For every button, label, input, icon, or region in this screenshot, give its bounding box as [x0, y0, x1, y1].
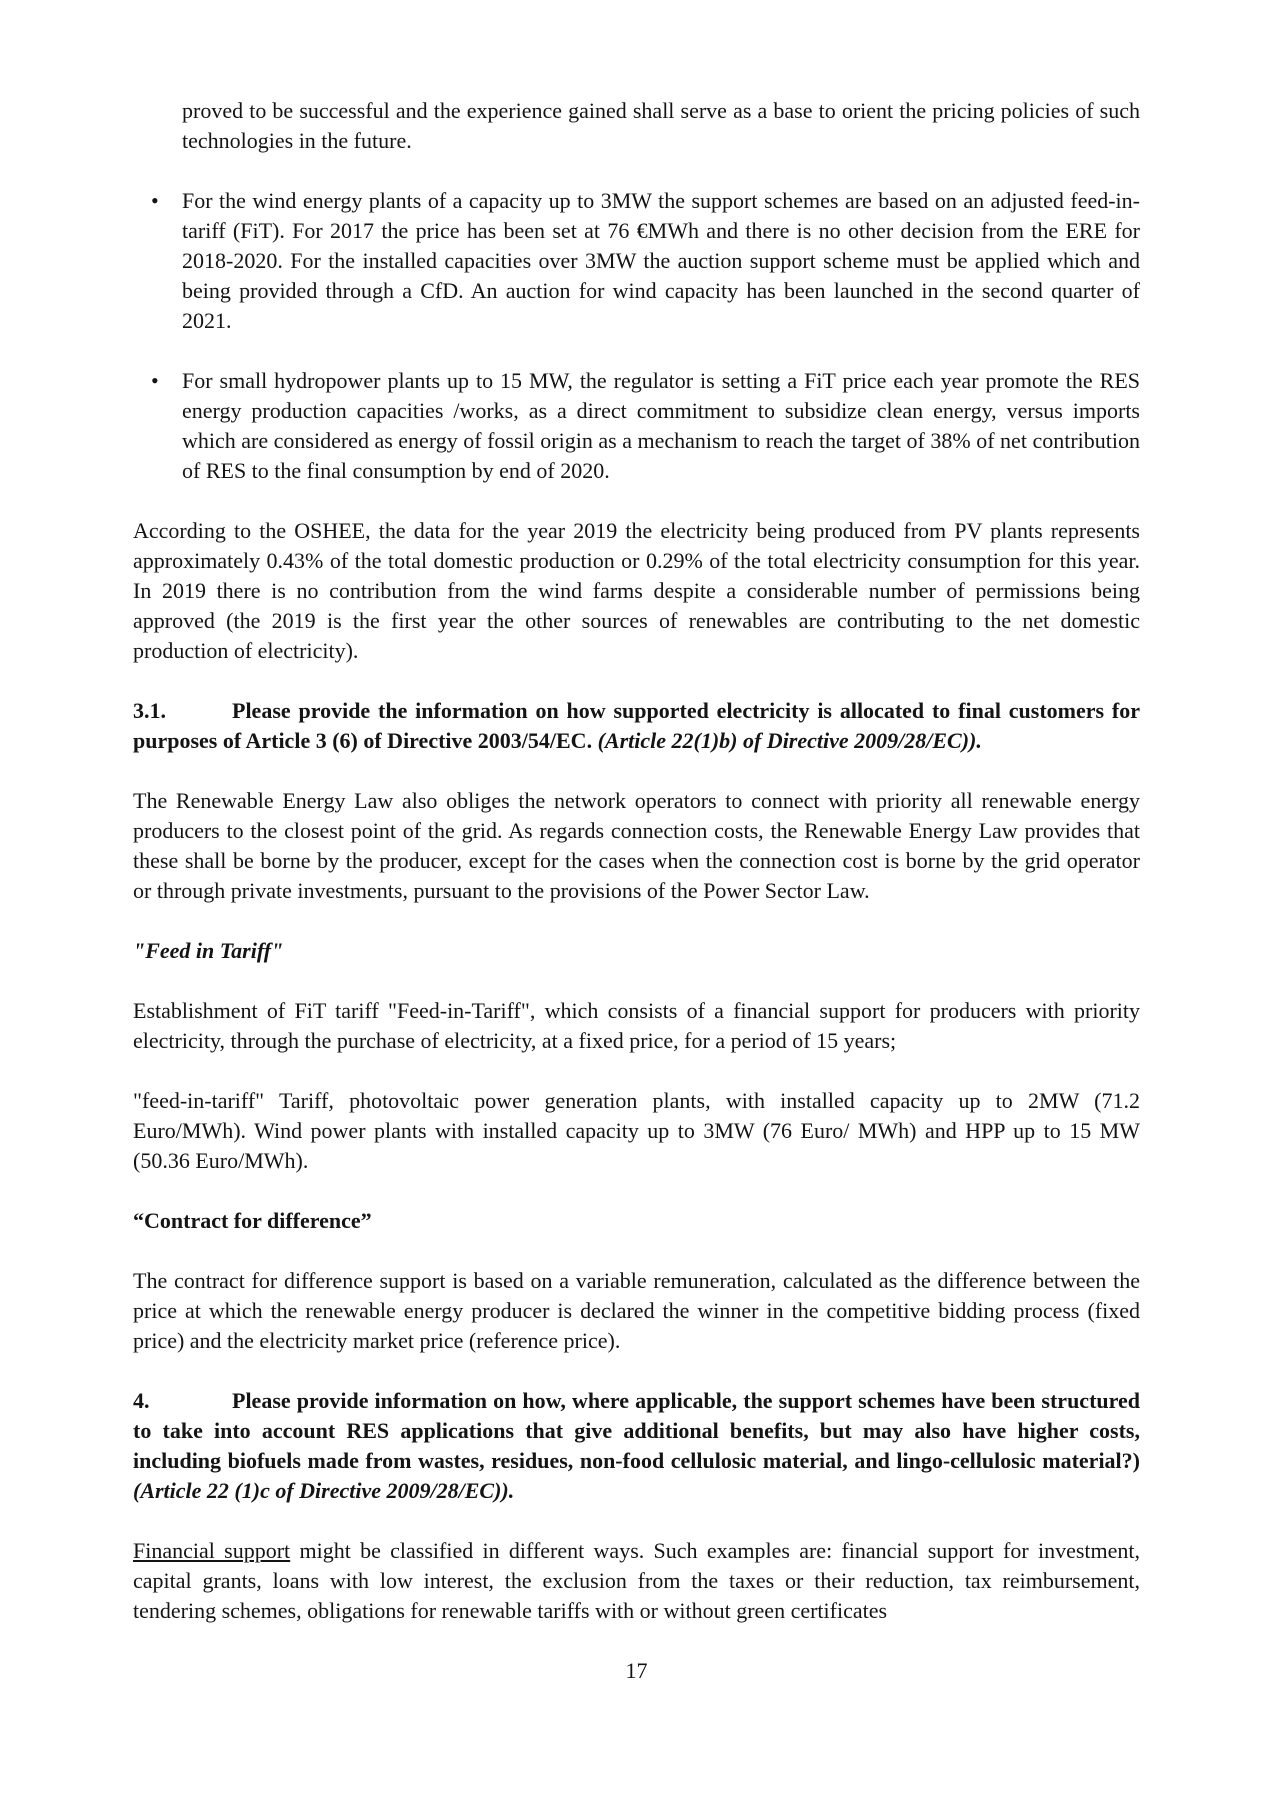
section-3-1-heading: [133, 696, 1140, 756]
fit-rates-paragraph: "feed-in-tariff" Tariff, photovoltaic power generation plants, with installed capacity up to 2MW (71.2 Euro/MWh). Wind power plants with installed capacity up to 3MW (76 Euro/ MWh) and HPP up to 15 MW (50.36 Euro/MWh).: [133, 1088, 1140, 1173]
bullet-item: [151, 366, 1140, 486]
section-number: 3.1.: [133, 698, 166, 723]
section-title: Please provide the information on how supported electricity is allocated to final customers for purposes of Article 3 (6) of Directive 2003/54/EC.: [133, 698, 1140, 753]
grid-connection-paragraph: The Renewable Energy Law also obliges the network operators to connect with priority all renewable energy producers to the closest point of the grid. As regards connection costs, the Renewable Energy Law provides that these shall be borne by the producer, except for the cases when the connection cost is borne by the grid operator or through private investments, pursuant to the provisions of the Power Sector Law.: [133, 788, 1140, 903]
bullet-icon: •: [151, 188, 159, 213]
contract-for-difference-heading: “Contract for difference”: [133, 1208, 372, 1233]
bullet-item: [151, 186, 1140, 336]
section-title: Please provide information on how, where applicable, the support schemes have been structured to take into account RES applications that give additional benefits, but may also have higher costs, including biofuels made from wastes, residues, non-food cellulosic material, and lingo-cellulosic material?): [133, 1388, 1140, 1473]
oshee-paragraph: According to the OSHEE, the data for the year 2019 the electricity being produced from PV plants represents approximately 0.43% of the total domestic production or 0.29% of the total electricity consumption for this year. In 2019 there is no contribution from the wind farms despite a considerable number of permissions being approved (the 2019 is the first year the other sources of renewables are contributing to the net domestic production of electricity).: [133, 518, 1140, 663]
bullet-text: For the wind energy plants of a capacity up to 3MW the support schemes are based on an adjusted feed-in-tariff (FiT). For 2017 the price has been set at 76 €MWh and there is no other decision from the ERE for 2018-2020. For the installed capacities over 3MW the auction support scheme must be applied which and being provided through a CfD. An auction for wind capacity has been launched in the second quarter of 2021.: [182, 188, 1140, 333]
section-title-italic: (Article 22(1)b) of Directive 2009/28/EC)).: [597, 728, 982, 753]
bullet-text: For small hydropower plants up to 15 MW, the regulator is setting a FiT price each year promote the RES energy production capacities /works, as a direct commitment to subsidize clean energy, versus imports which are considered as energy of fossil origin as a mechanism to reach the target of 38% of net contribution of RES to the final consumption by end of 2020.: [182, 368, 1140, 483]
financial-support-paragraph: [133, 1536, 1140, 1626]
underlined-term: Financial support: [133, 1538, 291, 1563]
intro-paragraph: proved to be successful and the experience gained shall serve as a base to orient the pricing policies of such technologies in the future.: [182, 98, 1140, 153]
cfd-paragraph: The contract for difference support is based on a variable remuneration, calculated as the difference between the price at which the renewable energy producer is declared the winner in the competitive bidding process (fixed price) and the electricity market price (reference price).: [133, 1268, 1140, 1353]
feed-in-tariff-heading: "Feed in Tariff": [133, 938, 284, 963]
bullet-icon: •: [151, 368, 159, 393]
section-4-heading: [133, 1386, 1140, 1506]
page-number: 17: [625, 1658, 648, 1683]
bullet-list: [133, 186, 1140, 486]
section-number: 4.: [133, 1388, 150, 1413]
paragraph-text: might be classified in different ways. Such examples are: financial support for investment, capital grants, loans with low interest, the exclusion from the taxes or their reduction, tax reimbursement, tendering schemes, obligations for renewable tariffs with or without green certificates: [133, 1538, 1140, 1623]
fit-establishment-paragraph: Establishment of FiT tariff "Feed-in-Tariff", which consists of a financial support for producers with priority electricity, through the purchase of electricity, at a fixed price, for a period of 15 years;: [133, 998, 1140, 1053]
section-title-italic: (Article 22 (1)c of Directive 2009/28/EC)).: [133, 1478, 515, 1503]
